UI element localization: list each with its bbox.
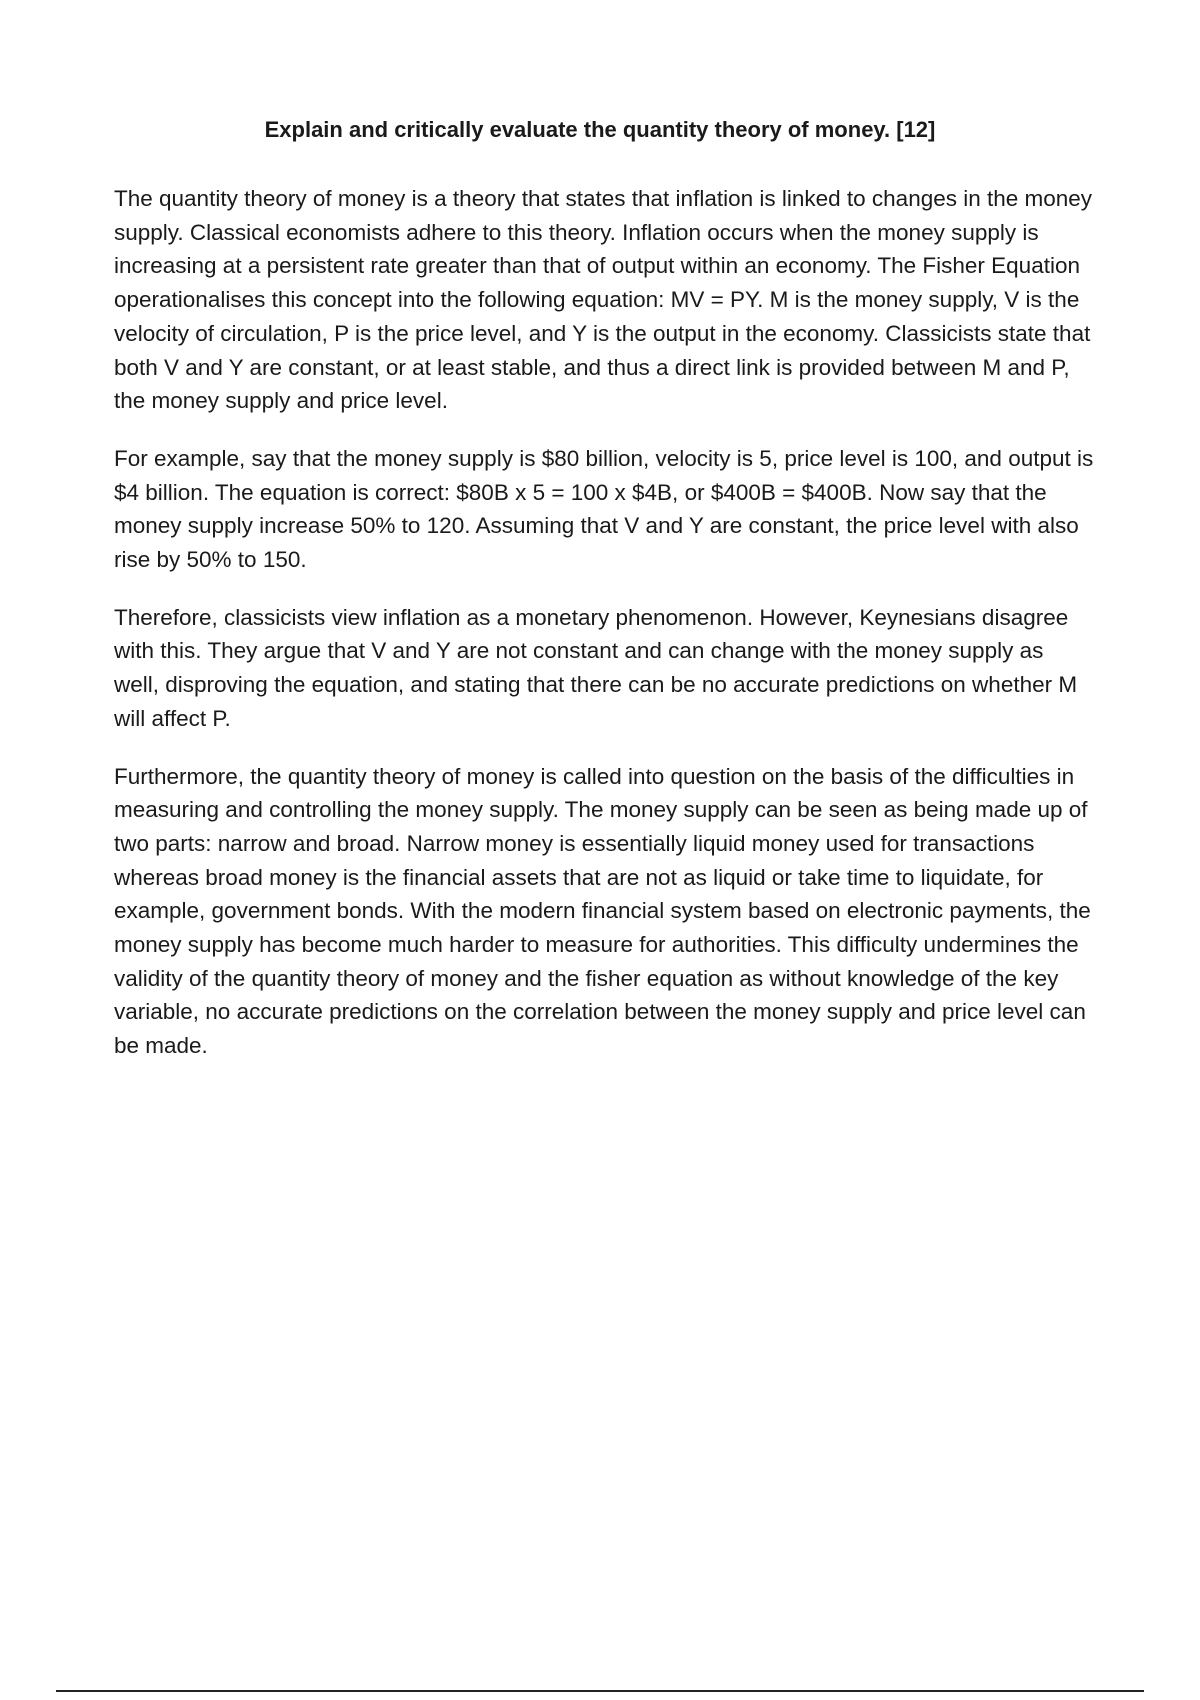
paragraph-example: For example, say that the money supply is $80 billion, velocity is 5, price level is 100, and output is $4 billion. The equation is correct: $80B x 5 = 100 x $4B, or $400B = $400B. Now say that the money supply increase 50% to 120. Assuming that V and Y are constant, the price level with also rise by 50% to 150. bbox=[114, 445, 1094, 573]
bottom-divider bbox=[56, 1690, 1144, 1692]
document-title: Explain and critically evaluate the quantity theory of money. [12] bbox=[264, 117, 936, 142]
paragraph-money-supply-measurement: Furthermore, the quantity theory of money is called into question on the basis of the difficulties in measuring and controlling the money supply. The money supply can be seen as being made up of two parts: narrow and broad. Narrow money is essentially liquid money used for transactions whereas broad money is the financial assets that are not as liquid or take time to liquidate, for example, government bonds. With the modern financial system based on electronic payments, the money supply has become much harder to measure for authorities. This difficulty undermines the validity of the quantity theory of money and the fisher equation as without knowledge of the key variable, no accurate predictions on the correlation between the money supply and price level can be made. bbox=[114, 763, 1091, 1059]
paragraph-introduction: The quantity theory of money is a theory that states that inflation is linked to changes in the money supply. Classical economists adhere to this theory. Inflation occurs when the money supply is increasing at a persistent rate greater than that of output within an economy. The Fisher Equation operationalises this concept into the following equation: MV = PY. M is the money supply, V is the velocity of circulation, P is the price level, and Y is the output in the economy. Classicists state that both V and Y are constant, or at least stable, and thus a direct link is provided between M and P, the money supply and price level. bbox=[114, 186, 1093, 414]
document-body bbox=[114, 182, 1094, 1087]
paragraph-keynesian-critique: Therefore, classicists view inflation as a monetary phenomenon. However, Keynesians disagree with this. They argue that V and Y are not constant and can change with the money supply as well, disproving the equation, and stating that there can be no accurate predictions on whether M will affect P. bbox=[114, 604, 1078, 731]
